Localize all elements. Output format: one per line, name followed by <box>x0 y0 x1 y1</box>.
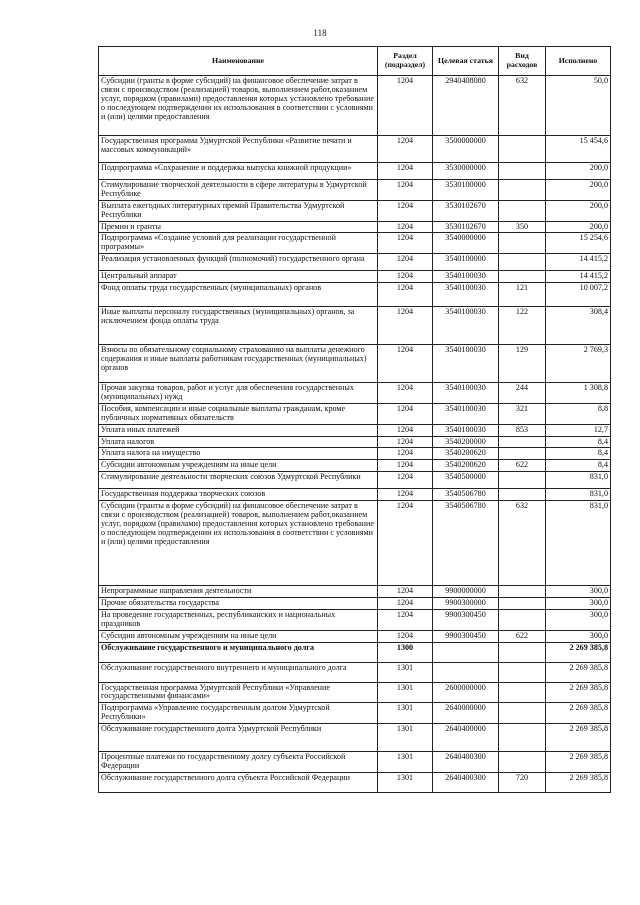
table-row <box>99 424 611 436</box>
row-name: Уплата иных платежей <box>99 424 378 436</box>
row-type <box>499 489 546 501</box>
row-type <box>499 448 546 460</box>
row-type <box>499 180 546 201</box>
row-name: Государственная программа Удмуртской Республики «Управление государственными финансами» <box>99 682 378 703</box>
row-article: 3500000000 <box>433 136 499 163</box>
row-name: Реализация установленных функций (полномочий) государственного органа <box>99 254 378 271</box>
table-row <box>99 598 611 610</box>
row-type <box>499 233 546 254</box>
row-section: 1301 <box>378 724 433 752</box>
table-row <box>99 448 611 460</box>
row-article: 2640400000 <box>433 724 499 752</box>
row-section: 1204 <box>378 424 433 436</box>
row-section: 1204 <box>378 221 433 233</box>
row-amount: 200,0 <box>546 163 611 180</box>
row-amount: 300,0 <box>546 630 611 642</box>
row-section: 1204 <box>378 180 433 201</box>
row-article: 9900300000 <box>433 598 499 610</box>
row-article: 3540100030 <box>433 345 499 383</box>
row-article: 3530102670 <box>433 221 499 233</box>
row-section: 1300 <box>378 642 433 662</box>
row-section: 1204 <box>378 383 433 404</box>
row-article: 3530100000 <box>433 180 499 201</box>
row-type: 632 <box>499 76 546 136</box>
row-amount: 2 269 385,8 <box>546 752 611 773</box>
row-article: 3540100030 <box>433 283 499 307</box>
row-name: Иные выплаты персоналу государственных (муниципальных) органов, за исключением фонда оплаты труда <box>99 307 378 345</box>
row-name: Государственная поддержка творческих союзов <box>99 489 378 501</box>
row-article: 2640000000 <box>433 703 499 724</box>
row-article <box>433 662 499 682</box>
table-row <box>99 501 611 586</box>
row-section: 1204 <box>378 436 433 448</box>
row-type <box>499 642 546 662</box>
row-amount: 831,0 <box>546 472 611 489</box>
table-row <box>99 630 611 642</box>
row-type: 129 <box>499 345 546 383</box>
row-name: Государственная программа Удмуртской Республики «Развитие печати и массовых коммуникаций» <box>99 136 378 163</box>
row-amount: 50,0 <box>546 76 611 136</box>
row-type: 632 <box>499 501 546 586</box>
row-name: Уплата налога на имущество <box>99 448 378 460</box>
row-amount: 300,0 <box>546 598 611 610</box>
table-row <box>99 403 611 424</box>
row-section: 1204 <box>378 448 433 460</box>
table-row <box>99 586 611 598</box>
table-row <box>99 271 611 283</box>
row-article: 9900000000 <box>433 586 499 598</box>
header-article: Целевая статья <box>433 47 499 76</box>
row-article: 2940408080 <box>433 76 499 136</box>
table-row <box>99 345 611 383</box>
row-section: 1301 <box>378 703 433 724</box>
table-row <box>99 233 611 254</box>
row-type <box>499 724 546 752</box>
row-section: 1204 <box>378 472 433 489</box>
row-article: 3540000000 <box>433 233 499 254</box>
row-name: На проведение государственных, республиканских и национальных праздников <box>99 609 378 630</box>
row-type <box>499 254 546 271</box>
table-row <box>99 472 611 489</box>
row-type: 720 <box>499 772 546 792</box>
table-row <box>99 772 611 792</box>
row-article: 3530000000 <box>433 163 499 180</box>
page-number: 118 <box>313 28 327 38</box>
row-name: Обслуживание государственного долга субъекта Российской Федерации <box>99 772 378 792</box>
row-amount: 8,8 <box>546 403 611 424</box>
row-amount: 8,4 <box>546 448 611 460</box>
row-name: Стимулирование деятельности творческих союзов Удмуртской Республики <box>99 472 378 489</box>
row-type: 244 <box>499 383 546 404</box>
row-amount: 2 269 385,8 <box>546 703 611 724</box>
table-row <box>99 752 611 773</box>
row-name: Обслуживание государственного внутреннего и муниципального долга <box>99 662 378 682</box>
table-row <box>99 703 611 724</box>
table-row <box>99 136 611 163</box>
row-type: 321 <box>499 403 546 424</box>
row-article: 3540100030 <box>433 403 499 424</box>
header-section: Раздел (подраздел) <box>378 47 433 76</box>
row-section: 1204 <box>378 489 433 501</box>
table-row <box>99 200 611 221</box>
table-row <box>99 383 611 404</box>
row-amount: 831,0 <box>546 501 611 586</box>
row-type <box>499 472 546 489</box>
row-section: 1301 <box>378 752 433 773</box>
header-name: Наименование <box>99 47 378 76</box>
row-section: 1204 <box>378 403 433 424</box>
row-amount: 2 269 385,8 <box>546 724 611 752</box>
row-type: 622 <box>499 460 546 472</box>
row-article <box>433 642 499 662</box>
row-amount: 15 254,6 <box>546 233 611 254</box>
row-article: 2640400300 <box>433 772 499 792</box>
row-amount: 15 454,6 <box>546 136 611 163</box>
table-row <box>99 254 611 271</box>
row-type <box>499 136 546 163</box>
row-article: 3540100030 <box>433 383 499 404</box>
row-type <box>499 703 546 724</box>
row-type: 121 <box>499 283 546 307</box>
row-name: Центральный аппарат <box>99 271 378 283</box>
table-row <box>99 724 611 752</box>
row-type <box>499 586 546 598</box>
row-type: 122 <box>499 307 546 345</box>
row-article: 3540100030 <box>433 271 499 283</box>
row-article: 2600000000 <box>433 682 499 703</box>
row-amount: 300,0 <box>546 586 611 598</box>
row-type <box>499 682 546 703</box>
row-article: 3530102670 <box>433 200 499 221</box>
row-amount: 200,0 <box>546 221 611 233</box>
row-amount: 14 415,2 <box>546 271 611 283</box>
row-amount: 831,0 <box>546 489 611 501</box>
row-type <box>499 163 546 180</box>
row-amount: 2 269 385,8 <box>546 662 611 682</box>
row-amount: 12,7 <box>546 424 611 436</box>
row-name: Подпрограмма «Сохранение и поддержка выпуска книжной продукции» <box>99 163 378 180</box>
row-name: Стимулирование творческой деятельности в сфере литературы в Удмуртской Республике <box>99 180 378 201</box>
row-amount: 200,0 <box>546 180 611 201</box>
row-section: 1204 <box>378 76 433 136</box>
row-section: 1204 <box>378 254 433 271</box>
row-name: Обслуживание государственного и муниципального долга <box>99 642 378 662</box>
row-type <box>499 752 546 773</box>
row-name: Подпрограмма «Создание условий для реализации государственной программы» <box>99 233 378 254</box>
table-header-row <box>99 47 611 76</box>
row-article: 9900300450 <box>433 609 499 630</box>
row-section: 1204 <box>378 598 433 610</box>
table-row <box>99 307 611 345</box>
row-amount: 1 308,8 <box>546 383 611 404</box>
row-name: Уплата налогов <box>99 436 378 448</box>
row-type <box>499 436 546 448</box>
row-name: Субсидии (гранты в форме субсидий) на финансовое обеспечение затрат в связи с производством (реализацией) товаров, выполнением работ,оказанием услуг, порядком (правилами) предоставления которых установлено требование о последующем подтверждении их использования в соответствии с условиями и (или) целями предоставления <box>99 501 378 586</box>
row-type: 350 <box>499 221 546 233</box>
row-name: Прочая закупка товаров, работ и услуг для обеспечения государственных (муниципальных) нужд <box>99 383 378 404</box>
table-row <box>99 609 611 630</box>
row-section: 1204 <box>378 460 433 472</box>
row-name: Премии и гранты <box>99 221 378 233</box>
table-row <box>99 436 611 448</box>
row-amount: 2 269 385,8 <box>546 642 611 662</box>
row-name: Непрограммные направления деятельности <box>99 586 378 598</box>
table-body <box>99 76 611 793</box>
row-section: 1204 <box>378 136 433 163</box>
table-row <box>99 489 611 501</box>
row-amount: 308,4 <box>546 307 611 345</box>
budget-table <box>98 46 611 793</box>
table-row <box>99 642 611 662</box>
row-type: 853 <box>499 424 546 436</box>
row-section: 1204 <box>378 200 433 221</box>
row-section: 1204 <box>378 163 433 180</box>
row-amount: 2 769,3 <box>546 345 611 383</box>
row-article: 3540200620 <box>433 460 499 472</box>
row-type: 622 <box>499 630 546 642</box>
row-name: Выплата ежегодных литературных премий Правительства Удмуртской Республики <box>99 200 378 221</box>
row-section: 1301 <box>378 772 433 792</box>
row-section: 1204 <box>378 345 433 383</box>
table-row <box>99 180 611 201</box>
row-section: 1204 <box>378 609 433 630</box>
row-amount: 10 007,2 <box>546 283 611 307</box>
row-article: 9900300450 <box>433 630 499 642</box>
table-row <box>99 662 611 682</box>
row-article: 3540500000 <box>433 472 499 489</box>
row-name: Обслуживание государственного долга Удмуртской Республики <box>99 724 378 752</box>
row-amount: 14 415,2 <box>546 254 611 271</box>
row-name: Подпрограмма «Управление государственным долгом Удмуртской Республики» <box>99 703 378 724</box>
row-name: Прочие обязательства государства <box>99 598 378 610</box>
row-section: 1204 <box>378 307 433 345</box>
row-name: Субсидии автономным учреждениям на иные цели <box>99 460 378 472</box>
row-amount: 2 269 385,8 <box>546 772 611 792</box>
table-row <box>99 163 611 180</box>
row-name: Субсидии (гранты в форме субсидий) на финансовое обеспечение затрат в связи с производством (реализацией) товаров, выполнением работ,оказанием услуг, порядком (правилами) предоставления которых установлено требование о последующем подтверждении их использования в соответствии с условиями и (или) целями предоставления <box>99 76 378 136</box>
table-row <box>99 460 611 472</box>
row-section: 1204 <box>378 586 433 598</box>
header-amount: Исполнено <box>546 47 611 76</box>
row-name: Процентные платежи по государственному долгу субъекта Российской Федерации <box>99 752 378 773</box>
row-name: Фонд оплаты труда государственных (муниципальных) органов <box>99 283 378 307</box>
row-type <box>499 200 546 221</box>
row-type <box>499 662 546 682</box>
row-section: 1204 <box>378 271 433 283</box>
row-amount: 300,0 <box>546 609 611 630</box>
row-section: 1301 <box>378 662 433 682</box>
header-type: Вид расходов <box>499 47 546 76</box>
row-amount: 200,0 <box>546 200 611 221</box>
row-name: Субсидии автономным учреждениям на иные цели <box>99 630 378 642</box>
row-article: 3540100030 <box>433 307 499 345</box>
row-article: 3540200620 <box>433 448 499 460</box>
row-type <box>499 598 546 610</box>
row-amount: 8,4 <box>546 436 611 448</box>
row-article: 3540506780 <box>433 501 499 586</box>
table-row <box>99 283 611 307</box>
row-section: 1204 <box>378 233 433 254</box>
table-row <box>99 682 611 703</box>
row-section: 1204 <box>378 501 433 586</box>
row-section: 1301 <box>378 682 433 703</box>
row-section: 1204 <box>378 283 433 307</box>
row-amount: 8,4 <box>546 460 611 472</box>
row-article: 3540100030 <box>433 424 499 436</box>
row-article: 2640400300 <box>433 752 499 773</box>
table-row <box>99 76 611 136</box>
row-name: Пособия, компенсации и иные социальные выплаты гражданам, кроме публичных нормативных обязательств <box>99 403 378 424</box>
row-amount: 2 269 385,8 <box>546 682 611 703</box>
table-row <box>99 221 611 233</box>
row-type <box>499 609 546 630</box>
row-section: 1204 <box>378 630 433 642</box>
row-type <box>499 271 546 283</box>
row-article: 3540100000 <box>433 254 499 271</box>
row-name: Взносы по обязательному социальному страхованию на выплаты денежного содержания и иные выплаты работникам государственных (муниципальных) органов <box>99 345 378 383</box>
row-article: 3540506780 <box>433 489 499 501</box>
row-article: 3540200000 <box>433 436 499 448</box>
